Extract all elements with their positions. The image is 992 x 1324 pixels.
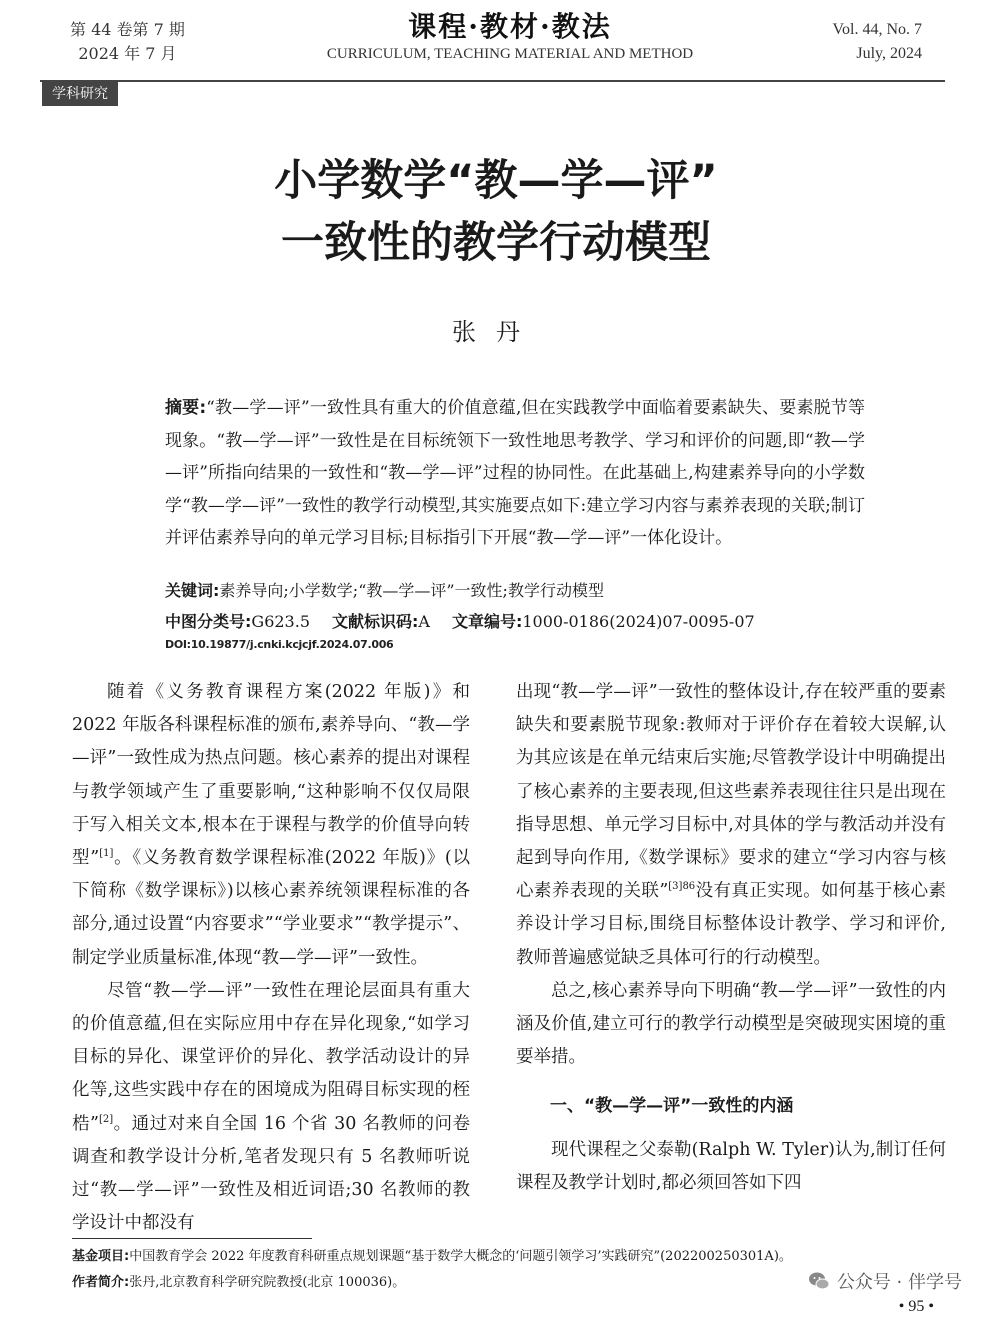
abstract-text: “教—学—评”一致性具有重大的价值意蕴,但在实践教学中面临着要素缺失、要素脱节等现象。“教—学—评”一致性是在目标统领下一致性地思考教学、学习和评价的问题,即“教—学—评”所指向结果的一致性和“教—学—评”过程的协同性。在此基础上,构建素养导向的小学数学“教—学—评”一致性的教学行动模型,其实施要点如下:建立学习内容与素养表现的关联;制订并评估素养导向的单元学习目标;目标指引下开展“教—学—评”一体化设计。 [165,398,865,548]
classification-line [165,608,755,636]
watermark [807,1268,962,1294]
keywords-text: 素养导向;小学数学;“教—学—评”一致性;教学行动模型 [219,581,604,600]
body-column-right [516,676,946,1200]
article-title [100,150,892,274]
issue-info-en [833,18,923,66]
author-bio-text: 张丹,北京教育科学研究院教授(北京 100036)。 [129,1275,406,1290]
issue-volume-en: Vol. 44, No. 7 [832,21,922,38]
keywords [165,577,604,605]
keywords-label: 关键词: [165,581,220,600]
paragraph [72,975,470,1241]
paragraph: 现代课程之父泰勒(Ralph W. Tyler)认为,制订任何课程及教学计划时,都必须回答如下四 [516,1139,946,1193]
footnote-rule [72,1238,312,1239]
title-line-1: 小学数学“教—学—评” [274,156,718,206]
body-column-left [72,676,470,1240]
journal-title-cn: 课程·教材·教法 [408,10,612,43]
paragraph-text: 出现“教—学—评”一致性的整体设计,存在较严重的要素缺失和要素脱节现象:教师对于评价存在着较大误解,认为其应该是在单元结束后实施;尽管教学设计中明确提出了核心素养的主要表现,但这些素养表现往往只是出现在指导思想、单元学习目标中,对具体的学与教活动并没有起到导向作用,《数学课标》要求的建立“学习内容与核心素养表现的关联” [516,682,946,902]
doc-code-value: A [418,612,430,631]
paragraph-text: 。《义务教育数学课程标准(2022 年版)》(以下简称《数学课标》)以核心素养统领课程标准的各部分,通过设置“内容要求”“学业要求”“教学提示”、制定学业质量标准,体现“教—学—评”一致性。 [72,848,470,968]
paragraph [72,676,470,975]
citation-ref: [2] [98,1113,114,1125]
article-number-value: 1000-0186(2024)07-0095-07 [522,612,755,631]
abstract [165,392,865,555]
fund-footnote [72,1246,952,1268]
page-number: • 95 • [898,1298,934,1315]
clc-value: G623.5 [251,612,310,631]
section-heading: 一、“教—学—评”一致性的内涵 [550,1096,794,1117]
issue-date: 2024 年 7 月 [78,44,177,63]
journal-masthead [290,10,730,64]
fund-text: 中国教育学会 2022 年度教育科研重点规划课题“基于数学大概念的‘问题引领学习’实践研究”(202200250301A)。 [129,1249,792,1264]
article-number-label: 文章编号: [451,612,523,631]
paragraph-text: 没有真正实现。如何基于核心素养设计学习目标,围绕目标整体设计教学、学习和评价,教师普遍感觉缺乏具体可行的行动模型。 [516,881,946,968]
wechat-icon [807,1269,831,1293]
author-bio-label: 作者简介: [72,1275,130,1290]
doc-code-label: 文献标识码: [332,612,419,631]
journal-title-en: CURRICULUM, TEACHING MATERIAL AND METHOD [326,46,694,62]
issue-date-en: July, 2024 [856,45,922,62]
issue-volume: 第 44 卷第 7 期 [70,20,185,39]
title-line-2: 一致性的教学行动模型 [281,218,711,268]
section-tag: 学科研究 [42,82,118,106]
paragraph [516,676,946,975]
citation-ref: [1] [99,848,114,860]
watermark-text: 公众号 · 伴学号 [836,1272,962,1293]
doi: DOI:10.19877/j.cnki.kcjcjf.2024.07.006 [165,638,394,651]
issue-info [70,18,185,66]
clc-label: 中图分类号: [165,612,252,631]
fund-label: 基金项目: [72,1249,130,1264]
author-name: 张丹 [452,318,540,346]
abstract-label: 摘要: [165,398,207,418]
paragraph-text: 尽管“教—学—评”一致性在理论层面具有重大的价值意蕴,但在实际应用中存在异化现象,“如学习目标的异化、课堂评价的异化、教学活动设计的异化等,这些实践中存在的困境成为阻碍目标实现的桎梏” [72,980,470,1134]
paragraph-text: 。通过对来自全国 16 个省 30 名教师的问卷调查和教学设计分析,笔者发现只有 5 名教师听说过“教—学—评”一致性及相近词语;30 名教师的教学设计中都没有 [72,1113,470,1234]
paragraph-text: 随着《义务教育课程方案(2022 年版)》和 2022 年版各科课程标准的颁布,素养导向、“教—学—评”一致性成为热点问题。核心素养的提出对课程与教学领域产生了重要影响,“这种影响不仅仅局限于写入相关文本,根本在于课程与教学的价值导向转型” [72,682,470,869]
paragraph: 总之,核心素养导向下明确“教—学—评”一致性的内涵及价值,建立可行的教学行动模型是突破现实困境的重要举措。 [516,980,946,1068]
header-rule [40,80,945,82]
citation-ref: [3]86 [668,881,696,893]
